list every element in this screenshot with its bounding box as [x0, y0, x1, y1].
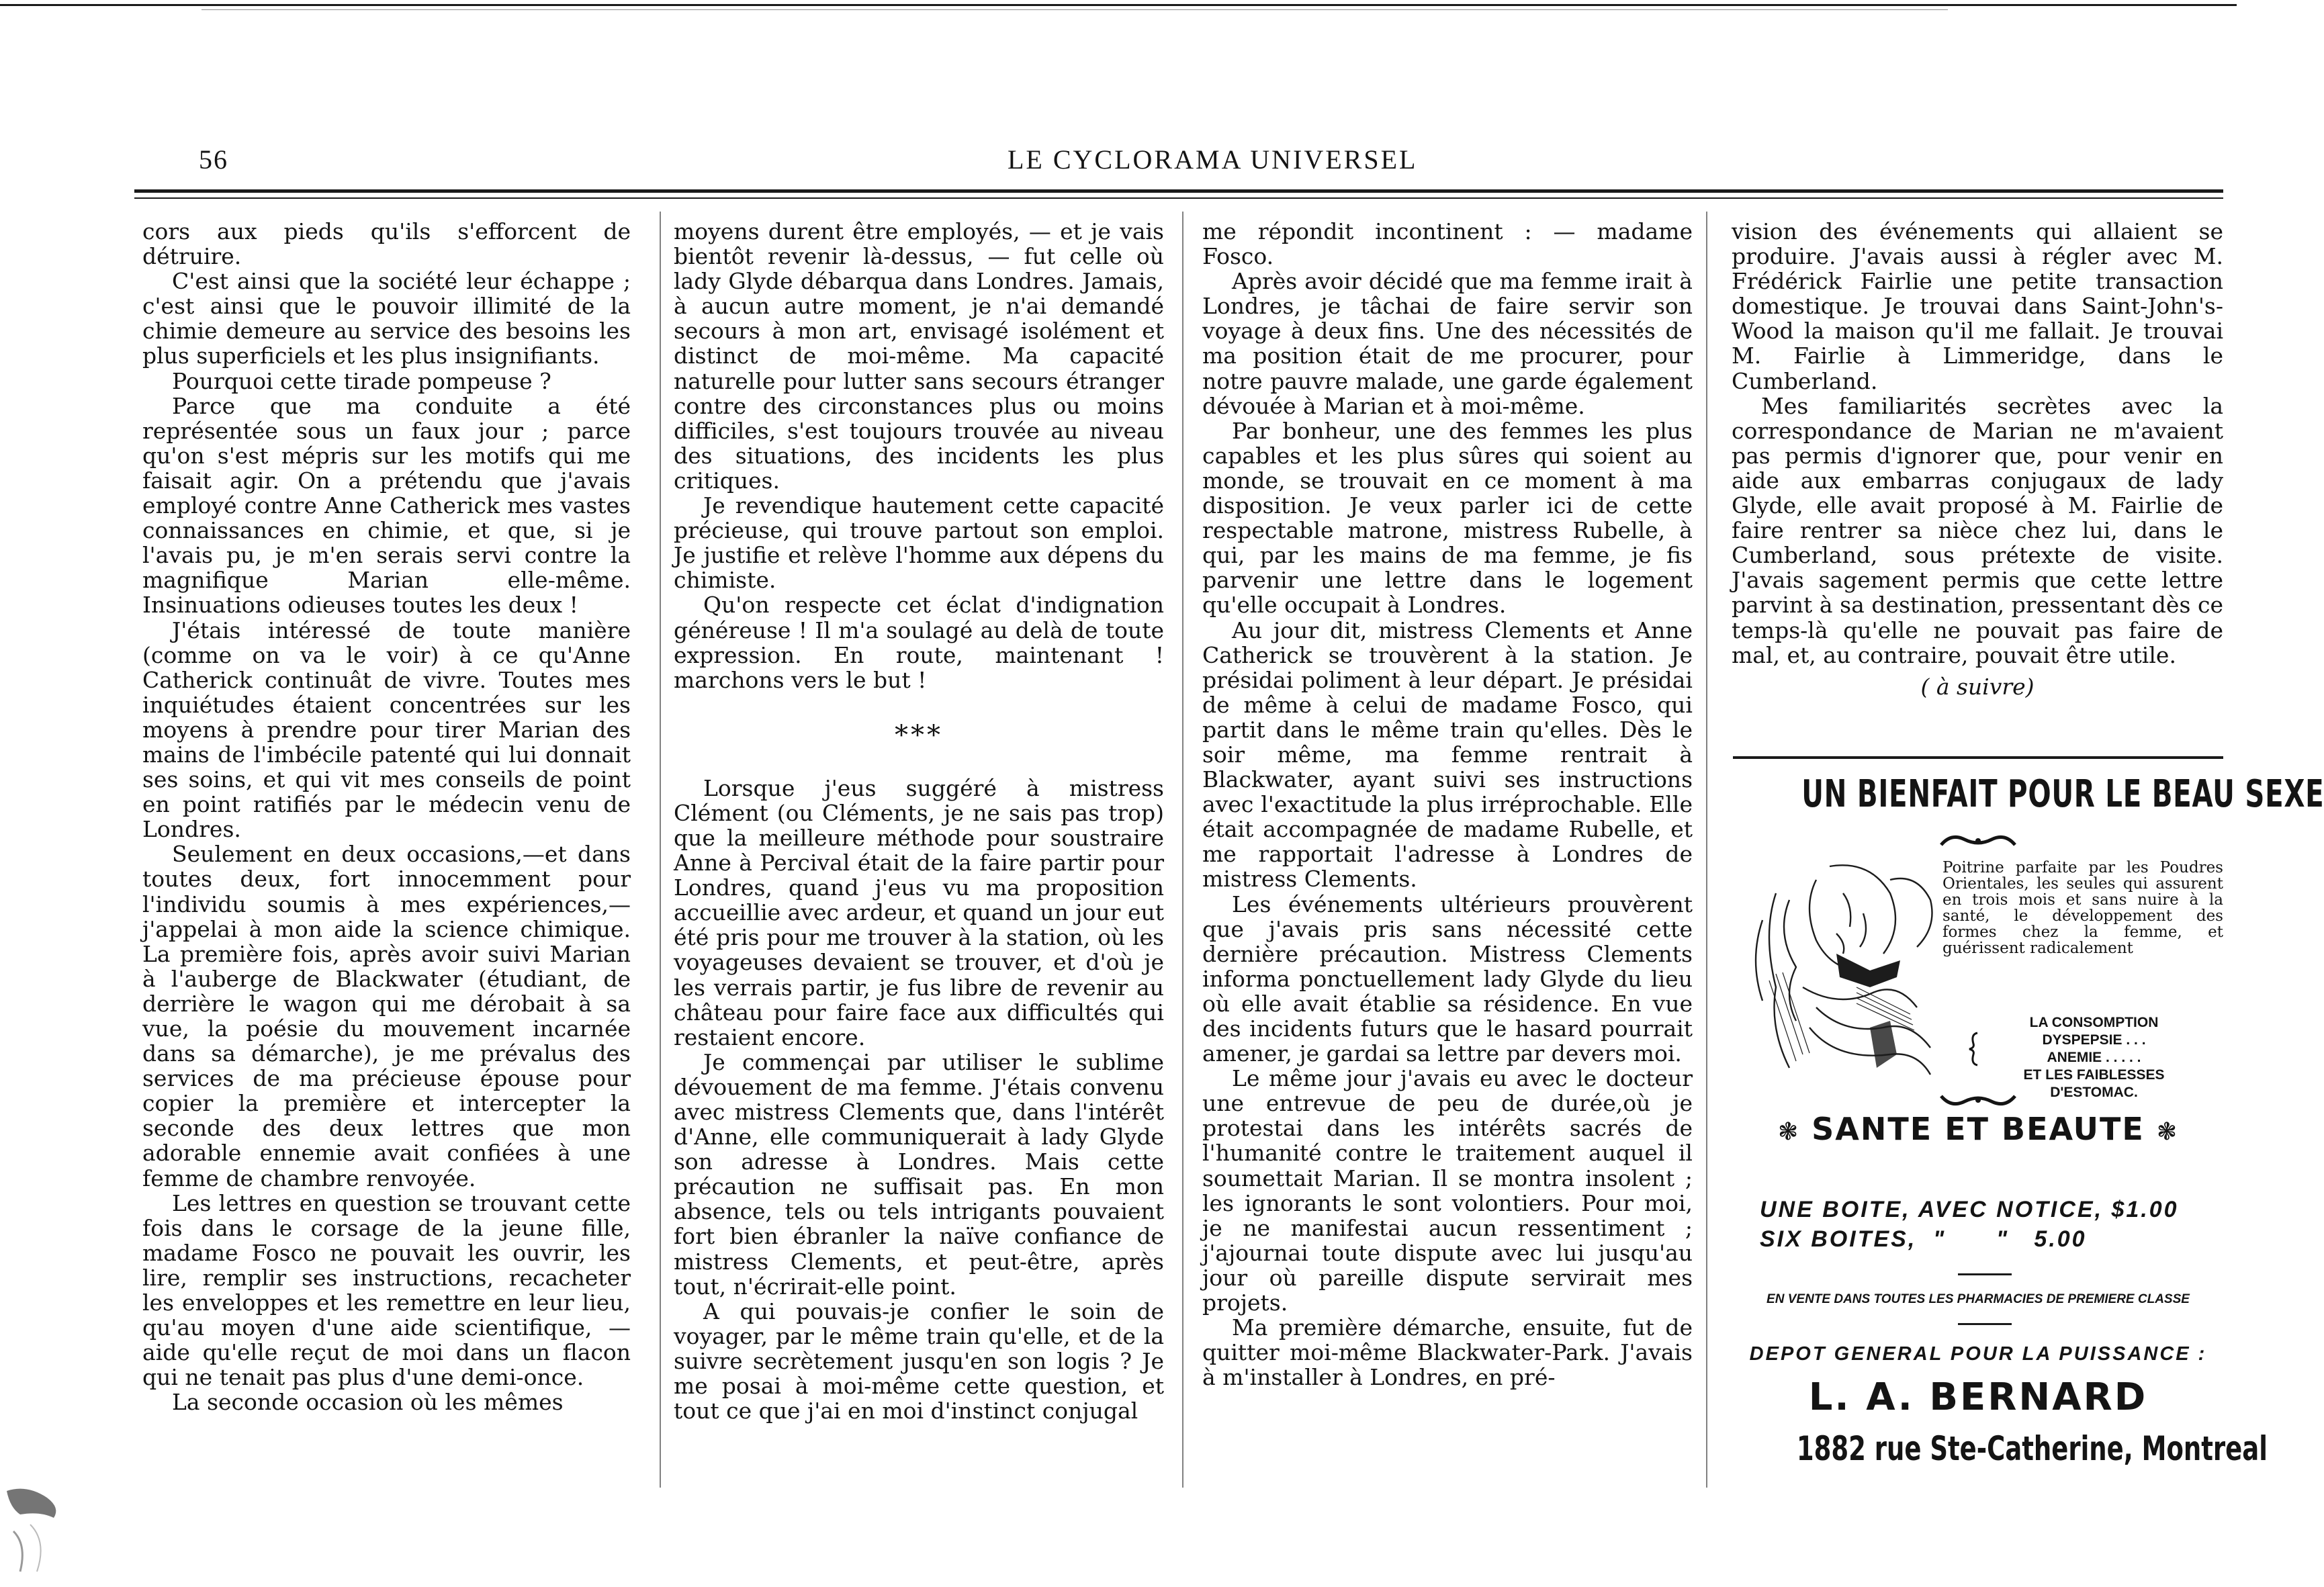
- ad-condition: ANEMIE . . . . .: [2047, 1050, 2141, 1065]
- paragraph: Je revendique hautement cette capacité précieuse, qui trouve partout son emploi. Je justifie et relève l'homme aux dépens du chimiste.: [674, 492, 1164, 594]
- paragraph: Pourquoi cette tirade pompeuse ?: [172, 367, 551, 394]
- paragraph: J'étais intéressé de toute manière (comme on va le voir) à ce qu'Anne Catherick continuât de vivre. Toutes mes inquiétudes étaient concentrées sur les moyens à prendre pour tirer Marian des mains de l'imbécile patenté qui lui donnait ses soins, et qui vit mes conseils de point en point ratifiés par le médecin venu de Londres.: [142, 617, 631, 843]
- ad-conditions-list: [1965, 1014, 2223, 1101]
- paragraph: Seulement en deux occasions,—et dans toutes deux, fort innocemment pour l'individu soumis à mes expériences,— j'appelai à mon aide la science chimique. La première fois, après avoir suivi Marian à l'auberge de Blackwater (étudiant, de derrière le wagon qui me dérobait à sa vue, la poésie du mouvement incarnée dans sa démarche), je me prévalus des services de ma précieuse épouse pour copier la première et intercepter la seconde des deux lettres que mon adorable ennemie avait confiées à une femme de chambre renvoyée.: [142, 841, 631, 1191]
- paragraph: Qu'on respecte cet éclat d'indignation généreuse ! Il m'a soulagé au delà de toute expression. En route, maintenant ! marchons vers le but !: [674, 592, 1164, 693]
- brace-icon: [1968, 1032, 1980, 1067]
- to-be-continued: ( à suivre): [1920, 673, 2035, 700]
- section-separator: ***: [895, 719, 943, 751]
- header-rule-thin: [134, 197, 2223, 199]
- price-single-box: UNE BOITE, AVEC NOTICE, $1.00: [1760, 1197, 2179, 1222]
- paragraph: C'est ainsi que la société leur échappe ; c'est ainsi que le pouvoir illimité de la chimie demeure au service des besoins les plus superficiels et les plus insignifiants.: [142, 268, 631, 369]
- ad-slogan: [1733, 1111, 2223, 1147]
- paragraph: Après avoir décidé que ma femme irait à Londres, je tâchai de faire servir son voyage à deux fins. Une des nécessités de ma position était de me procurer, pour notre pauvre malade, une garde également dévouée à Marian et à moi-même.: [1202, 268, 1693, 419]
- ad-divider: [1958, 1323, 2012, 1325]
- ink-smudge-icon: [0, 1478, 74, 1578]
- ad-merchant-name: L. A. BERNARD: [1808, 1375, 2148, 1419]
- ad-condition: LA CONSOMPTION: [2029, 1015, 2159, 1030]
- paragraph: A qui pouvais-je confier le soin de voyager, par le même train qu'elle, et de la suivre secrètement jusqu'en son logis ? Je me posai à moi-même cette question, et tout ce que j'ai en moi d'instinct conjugal: [674, 1298, 1164, 1424]
- ad-slogan-text: SANTE ET BEAUTE: [1812, 1111, 2145, 1147]
- article-column-3: [1202, 219, 1693, 1390]
- top-edge-rule: [0, 4, 2237, 6]
- ad-address: 1882 rue Ste-Catherine, Montreal: [1796, 1429, 2268, 1468]
- ad-divider: [1958, 1273, 2012, 1275]
- page-number: 56: [199, 144, 228, 175]
- paragraph: Ma première démarche, ensuite, fut de quitter moi-même Blackwater-Park. J'avais à m'installer à Londres, en pré-: [1202, 1314, 1693, 1391]
- column-divider: [660, 212, 661, 1488]
- ad-description: Poitrine parfaite par les Poudres Orientales, les seules qui assurent en trois mois et sans nuire à la santé, le développement des formes chez la femme, et guérissent radicalement: [1942, 859, 2223, 957]
- paragraph: Par bonheur, une des femmes les plus capables et les plus sûres qui soient au monde, se trouvait en ce moment à ma disposition. Je veux parler ici de cette respectable matrone, mistress Rubelle, à qui, par les mains de ma femme, je fis parvenir une lettre dans le logement qu'elle occupait à Londres.: [1202, 417, 1693, 619]
- paragraph: moyens durent être employés, — et je vais bientôt revenir là-dessus, — fut celle où lady Glyde débarqua dans Londres. Jamais, à aucun autre moment, je n'ai demandé secours à mon art, envisagé isolément et distinct de moi-même. Ma capacité naturelle pour lutter sans secours étranger contre des circonstances plus ou moins difficiles, s'est toujours trouvée au niveau des situations, des incidents les plus critiques.: [674, 218, 1164, 494]
- scroll-ornament-icon: [1938, 1092, 2018, 1109]
- paragraph: Le même jour j'avais eu avec le docteur une entrevue de peu de durée,où je protestai dans les intérêts sacrés de l'humanité contre le traitement auquel il soumettait Marian. Il se montra insolent ; les ignorants le sont volontiers. Pour moi, je ne manifestai aucun ressentiment ; j'ajournai toute dispute avec lui jusqu'au jour où pareille dispute servirait mes projets.: [1202, 1065, 1693, 1316]
- ad-top-rule: [1733, 756, 2223, 759]
- article-column-4: [1732, 219, 2223, 699]
- paragraph: Au jour dit, mistress Clements et Anne Catherick se trouvèrent à la station. Je présidai poliment à leur départ. Je présidai de même à celui de madame Fosco, qui partit dans le même train qu'elles. Dès le soir même, ma femme rentrait à Blackwater, ayant suivi ses instructions avec l'exactitude la plus irréprochable. Elle était accompagnée de madame Rubelle, et me rapportait l'adresse à Londres de mistress Clements.: [1202, 617, 1693, 893]
- column-divider: [1182, 212, 1183, 1488]
- paragraph: Mes familiarités secrètes avec la correspondance de Marian ne m'avaient pas permis d'ignorer que, pour venir en aide aux embarras conjugaux de lady Glyde, elle avait proposé à M. Fairlie de faire rentrer sa nièce chez lui, dans le Cumberland, sous prétexte de visite. J'avais sagement permis que cette lettre parvint à sa destination, pressentant dès ce temps-là qu'elle ne pouvait pas faire de mal, et, au contraire, pouvait être utile.: [1732, 392, 2223, 668]
- running-title: LE CYCLORAMA UNIVERSEL: [1008, 144, 1418, 175]
- paragraph: Je commençai par utiliser le sublime dévouement de ma femme. J'étais convenu avec mistress Clements que, dans l'intérêt d'Anne, elle communiquerait à lady Glyde son adresse à Londres. Mais cette précaution ne suffisait pas. En mon absence, tels ou tels intrigants pouvaient fort bien ébranler la naïve confiance de mistress Clements, et peut-être, après tout, n'écrirait-elle point.: [674, 1048, 1164, 1300]
- woman-portrait-engraving-icon: [1736, 853, 1937, 1081]
- ad-condition: DYSPEPSIE . . .: [2042, 1032, 2146, 1048]
- column-divider: [1706, 212, 1707, 1488]
- scroll-ornament-icon: [1938, 831, 2018, 849]
- paragraph: La seconde occasion où les mêmes: [172, 1389, 564, 1416]
- ad-depot: DEPOT GENERAL POUR LA PUISSANCE :: [1749, 1343, 2207, 1365]
- paragraph: vision des événements qui allaient se produire. J'avais aussi à régler avec M. Frédérick Fairlie une petite transaction domestique. Je trouvai dans Saint-John's-Wood la maison qu'il me fallait. Je trouvai M. Fairlie à Limmeridge, dans le Cumberland.: [1732, 218, 2223, 394]
- article-column-1: [142, 219, 631, 1415]
- paragraph: Lorsque j'eus suggéré à mistress Clément (ou Cléments, je ne sais pas trop) que la meilleure méthode pour soustraire Anne à Percival était de la faire partir pour Londres, quand j'eus vu ma proposition accueillie avec ardeur, et quand un jour eut été pris pour me trouver à la station, où les voyageuses devaient se trouver, et d'où je les verrais partir, je fus libre de revenir au château pour faire face aux difficultés qui restaient encore.: [674, 774, 1164, 1050]
- paragraph: Les événements ultérieurs prouvèrent que j'avais pris sans nécessité cette dernière précaution. Mistress Clements informa ponctuellement lady Glyde du lieu où elle avait établie sa résidence. En vue des incidents futurs que le hasard pourrait amener, je gardai sa lettre par devers moi.: [1202, 891, 1693, 1067]
- paragraph: me répondit incontinent : — madame Fosco.: [1202, 218, 1693, 270]
- ad-availability: EN VENTE DANS TOUTES LES PHARMACIES DE PREMIERE CLASSE: [1767, 1292, 2190, 1306]
- advertisement-poudres-orientales: [1733, 772, 2324, 1478]
- paragraph: Parce que ma conduite a été représentée sous un faux jour ; parce qu'on s'est mépris sur les motifs qui me faisait agir. On a prétendu que j'avais employé contre Anne Catherick mes vastes connaissances en chimie, et que, si je l'avais pu, je m'en serais servi contre la magnifique Marian elle-même. Insinuations odieuses toutes les deux !: [142, 392, 631, 619]
- article-column-2: [674, 219, 1164, 1423]
- ad-title: UN BIENFAIT POUR LE BEAU SEXE: [1801, 772, 2324, 816]
- top-edge-rule-2: [202, 9, 1948, 10]
- header-rule-thick: [134, 189, 2223, 193]
- ad-condition: ET LES FAIBLESSES: [2023, 1067, 2165, 1083]
- paragraph: Les lettres en question se trouvant cette fois dans le corsage de la jeune fille, madame Fosco ne pouvait les ouvrir, les lire, remplir ses instructions, recacheter les enveloppes et les remettre en leur lieu, qu'au moyen d'une aide scientifique, — aide qu'elle reçut de moi dans un flacon qui ne tenait pas plus d'une demi-once.: [142, 1189, 631, 1391]
- paragraph: cors aux pieds qu'ils s'efforcent de détruire.: [142, 218, 631, 270]
- fleuron-icon: ❃: [1777, 1118, 1800, 1146]
- price-six-boxes: SIX BOITES, " " 5.00: [1760, 1226, 2087, 1252]
- fleuron-icon: ❃: [2156, 1118, 2179, 1146]
- ad-condition: D'ESTOMAC.: [2050, 1085, 2138, 1100]
